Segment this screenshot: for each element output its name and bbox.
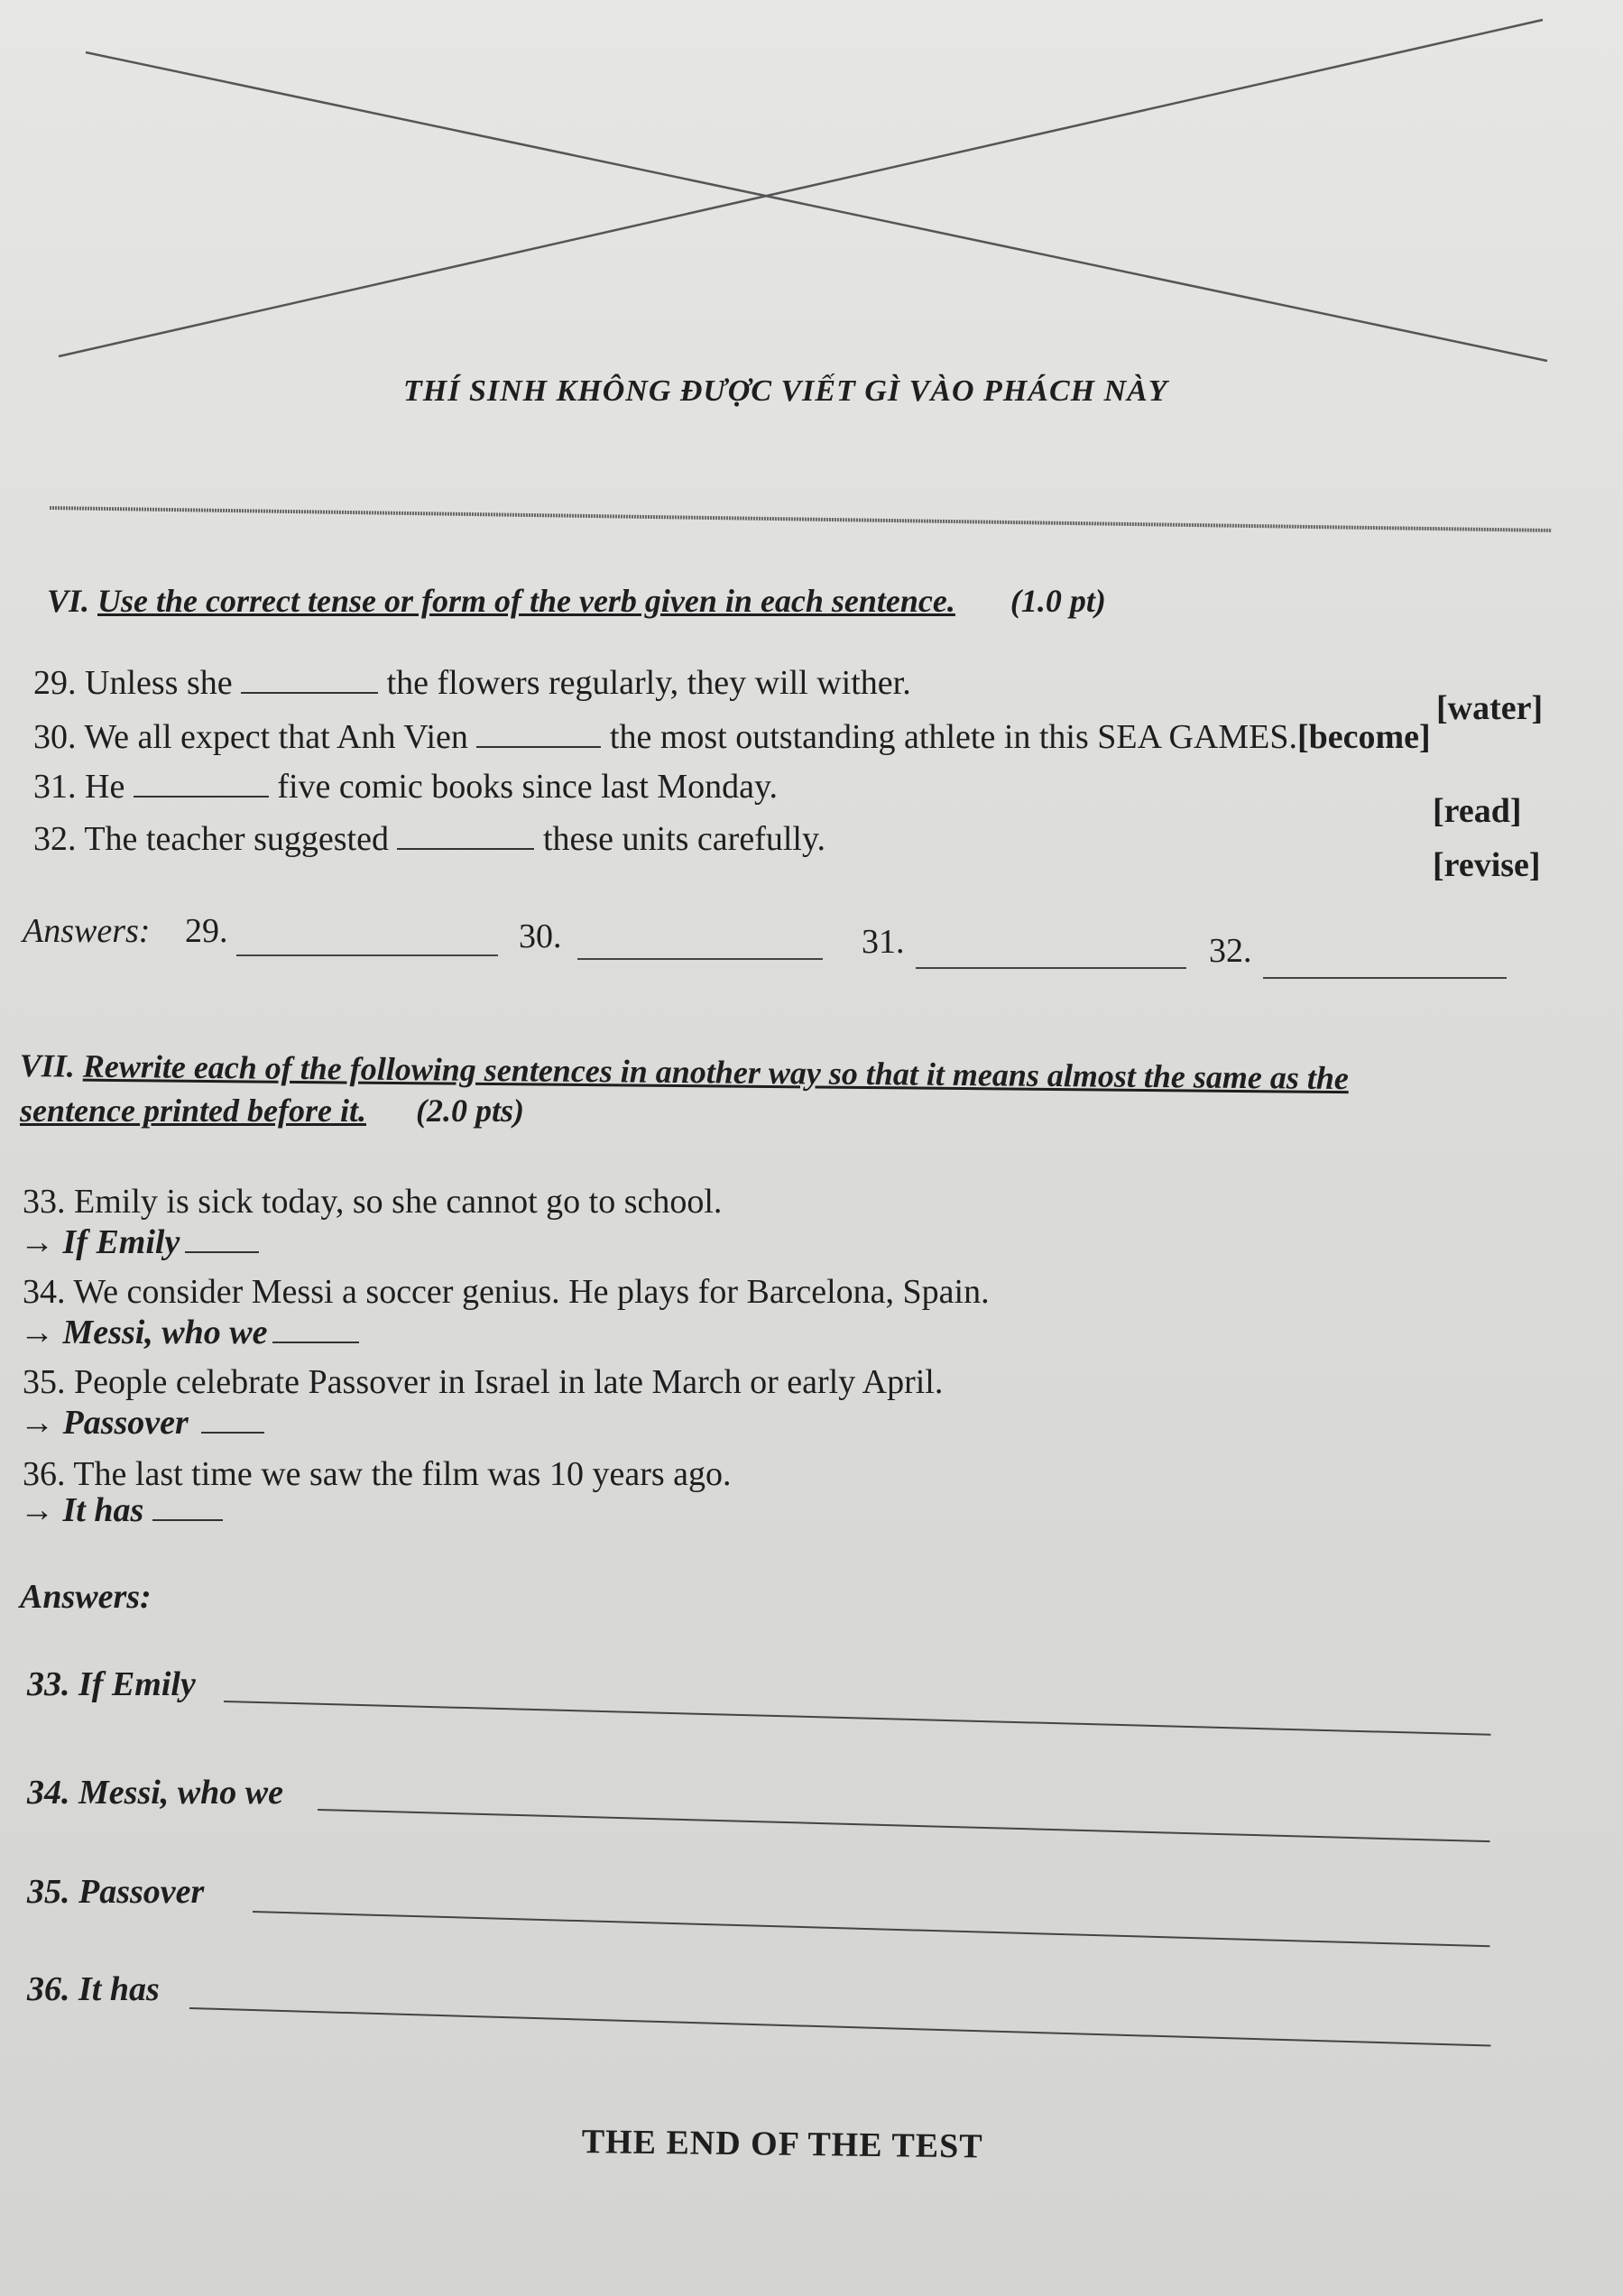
section6-number: VI. (47, 583, 90, 619)
question-33 (23, 1182, 722, 1222)
question-text: the most outstanding athlete in this SEA GAMES. (609, 718, 1297, 756)
answer-prompt: If Emily (78, 1665, 196, 1703)
question-number: 34. (23, 1273, 66, 1311)
question-35 (23, 1362, 943, 1402)
question-34 (23, 1272, 990, 1312)
section6-answers-label: Answers: (23, 912, 151, 950)
answer-prompt: It has (78, 1970, 160, 2008)
answer-line-34[interactable] (318, 1809, 1490, 1842)
prompt-35 (20, 1403, 264, 1443)
prompt-text: → If Emily (20, 1223, 180, 1261)
answer-prompt: Messi, who we (78, 1774, 283, 1812)
section6-title: Use the correct tense or form of the verb given in each sentence. (97, 583, 955, 619)
answer-line-30[interactable] (577, 958, 823, 960)
answer-33 (27, 1664, 196, 1704)
section6-points: (1.0 pt) (1010, 583, 1106, 619)
answer-35 (27, 1872, 204, 1912)
answer-number: 33. (27, 1665, 70, 1703)
cross-line-1 (86, 52, 1547, 361)
answer-line-31[interactable] (916, 967, 1186, 969)
hint-read: [read] (1433, 792, 1522, 830)
cut-line (50, 508, 1552, 530)
answer-num-32: 32. (1209, 932, 1252, 970)
question-text: these units carefully. (542, 820, 825, 858)
answer-line-35[interactable] (253, 1911, 1490, 1947)
question-29 (33, 663, 911, 703)
section7-number: VII. (19, 1047, 76, 1084)
answer-blank[interactable] (476, 719, 601, 748)
section7-points: (2.0 pts) (415, 1093, 524, 1129)
answer-num-29: 29. (185, 912, 228, 950)
section7-answers-label: Answers: (20, 1578, 152, 1616)
question-number: 32. (33, 820, 77, 858)
crossed-out-area (0, 0, 1623, 541)
question-36 (23, 1454, 732, 1494)
cross-line-2 (59, 20, 1543, 356)
section6-heading (47, 582, 1106, 620)
question-text: The teacher suggested (84, 820, 389, 858)
question-number: 36. (23, 1455, 66, 1493)
prompt-34 (20, 1313, 359, 1352)
question-text: He (85, 768, 125, 806)
answer-line-29[interactable] (236, 954, 498, 956)
question-number: 35. (23, 1363, 66, 1401)
section7-title-line2: sentence printed before it. (20, 1093, 366, 1129)
answer-num-31: 31. (862, 923, 905, 961)
question-number: 30. (33, 718, 77, 756)
answer-number: 34. (27, 1774, 70, 1812)
answer-blank[interactable] (241, 665, 378, 694)
answer-line-36[interactable] (189, 2007, 1490, 2047)
question-number: 31. (33, 768, 77, 806)
prompt-33 (20, 1222, 259, 1262)
answer-line-33[interactable] (224, 1701, 1491, 1736)
question-text: Emily is sick today, so she cannot go to school. (74, 1183, 723, 1221)
question-31 (33, 767, 778, 807)
prompt-blank[interactable] (152, 1492, 223, 1521)
answer-blank[interactable] (397, 821, 534, 850)
answer-36 (27, 1969, 160, 2009)
question-text: the flowers regularly, they will wither. (386, 664, 911, 702)
prompt-blank[interactable] (185, 1224, 259, 1253)
question-32 (33, 819, 825, 859)
answer-number: 35. (27, 1873, 70, 1911)
question-text: People celebrate Passover in Israel in late March or early April. (74, 1363, 944, 1401)
question-text: We all expect that Anh Vien (84, 718, 468, 756)
prompt-text: → Passover (20, 1404, 189, 1442)
section7-heading-line1 (20, 1047, 1349, 1097)
answer-line-32[interactable] (1263, 977, 1507, 979)
question-text: The last time we saw the film was 10 years ago. (73, 1455, 732, 1493)
prompt-text: → Messi, who we (20, 1314, 268, 1351)
hint-water: [water] (1436, 689, 1544, 727)
answer-prompt: Passover (78, 1873, 205, 1911)
prompt-blank[interactable] (272, 1314, 359, 1343)
prompt-blank[interactable] (201, 1405, 264, 1434)
prompt-text: → It has (20, 1491, 144, 1529)
question-text: We consider Messi a soccer genius. He plays for Barcelona, Spain. (73, 1273, 990, 1311)
section7-title-line1: Rewrite each of the following sentences in another way so that it means almost the same as the (82, 1047, 1350, 1097)
answer-34 (27, 1773, 283, 1812)
answer-num-30: 30. (519, 917, 562, 955)
question-number: 33. (23, 1183, 66, 1221)
hint-become: [become] (1297, 718, 1431, 756)
prompt-36 (20, 1490, 223, 1530)
end-of-test: THE END OF THE TEST (581, 2123, 983, 2166)
no-write-notice: THÍ SINH KHÔNG ĐƯỢC VIẾT GÌ VÀO PHÁCH NÀY (403, 374, 1168, 408)
question-text: Unless she (85, 664, 233, 702)
hint-revise: [revise] (1433, 846, 1541, 884)
answer-blank[interactable] (134, 769, 269, 798)
question-30 (33, 717, 1431, 757)
question-text: five comic books since last Monday. (277, 768, 779, 806)
question-number: 29. (33, 664, 77, 702)
section7-heading-line2 (20, 1092, 524, 1130)
answer-number: 36. (27, 1970, 70, 2008)
